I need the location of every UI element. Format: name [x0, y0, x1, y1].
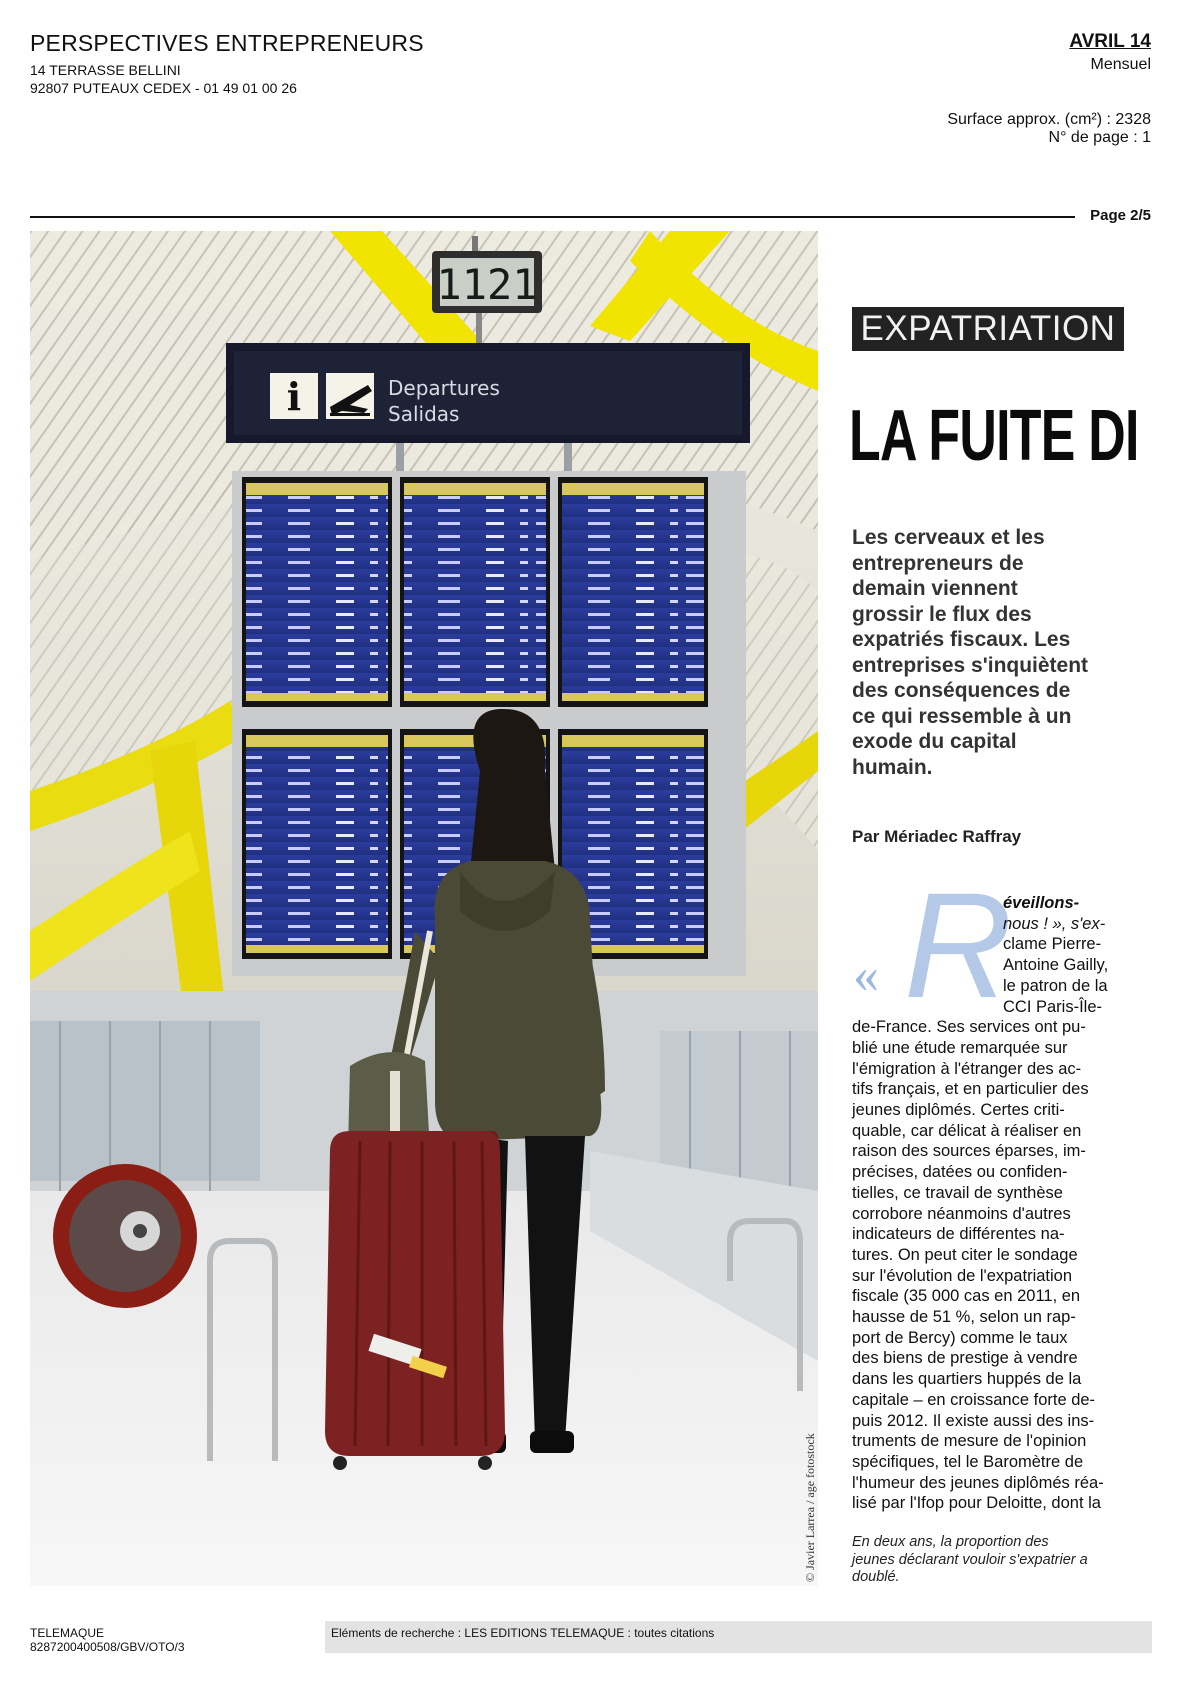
body-line: Antoine Gailly, [1003, 956, 1109, 975]
byline: Par Mériadec Raffray [852, 827, 1022, 846]
footer-agency: TELEMAQUE [30, 1626, 105, 1640]
body-line: le patron de la [1003, 976, 1108, 995]
body-line: précises, datées ou confiden- [852, 1163, 1068, 1182]
body-line: jeunes diplômés. Certes criti- [852, 1101, 1065, 1119]
opening-quote-mark: « [853, 947, 879, 1004]
body-line: de-France. Ses services ont pu- [852, 1018, 1086, 1037]
body-line: quable, car délicat à réaliser en [852, 1121, 1082, 1140]
frequency: Mensuel [1090, 56, 1151, 73]
body-line: puis 2012. Il existe aussi des ins- [852, 1411, 1095, 1430]
body-line: l'humeur des jeunes diplômés réa- [852, 1473, 1104, 1492]
body-line: éveillons- [1003, 894, 1080, 912]
section-label: EXPATRIATION [852, 307, 1124, 351]
sign-departures: Departures [388, 376, 500, 400]
publication-name: PERSPECTIVES ENTREPRENEURS [30, 30, 424, 56]
body-line: blié une étude remarquée sur [852, 1038, 1068, 1057]
headline-container [849, 388, 1149, 484]
svg-text:i: i [286, 374, 302, 419]
lede: Les cerveaux et les entrepreneurs de demain viennent grossir le flux des expatriés fiscaux. Les entreprises s'inquiètent des conséquences de ce qui ressemble à un exode du capital humain. [852, 526, 1089, 779]
airport-photo [30, 231, 818, 1586]
body-line: port de Bercy) comme le taux [852, 1328, 1068, 1347]
body-line: l'émigration à l'étranger des ac- [852, 1059, 1082, 1078]
body-line: spécifiques, tel le Baromètre de [852, 1452, 1084, 1471]
body-line: dans les quartiers huppés de la [852, 1370, 1082, 1389]
body-line: lisé par l'Ifop pour Deloitte, dont la [852, 1494, 1101, 1513]
sign-salidas: Salidas [388, 402, 460, 426]
body-line: corrobore néanmoins d'autres [852, 1204, 1071, 1223]
body-line: tifs français, et en particulier des [852, 1080, 1089, 1099]
body-line: truments de mesure de l'opinion [852, 1432, 1087, 1451]
footer-search-terms [325, 1621, 1152, 1653]
body-line: nous ! », s'ex- [1003, 914, 1106, 933]
body-line: tielles, ce travail de synthèse [852, 1183, 1063, 1202]
drop-cap: R [904, 861, 1013, 1029]
clock-display: 1121 [436, 260, 538, 309]
address-line-2: 92807 PUTEAUX CEDEX - 01 49 01 00 26 [30, 80, 297, 96]
headline: LA FUITE DI [849, 396, 1139, 476]
surface-area: Surface approx. (cm²) : 2328 [947, 111, 1151, 128]
footer-reference: 8287200400508/GBV/OTO/3 [30, 1640, 185, 1654]
footer-search-text: Eléments de recherche : LES EDITIONS TELEMAQUE : toutes citations [331, 1626, 715, 1640]
page-number: N° de page : 1 [1048, 129, 1151, 146]
body-line: raison des sources éparses, im- [852, 1142, 1086, 1161]
photo-caption: En deux ans, la proportion des jeunes déclarant vouloir s'expatrier a doublé. [852, 1534, 1088, 1585]
body-line: indicateurs de différentes na- [852, 1225, 1065, 1244]
body-line: CCI Paris-Île- [1003, 997, 1103, 1016]
header-rule [30, 216, 1075, 218]
body-line: clame Pierre- [1003, 935, 1102, 954]
body-line: fiscale (35 000 cas en 2011, en [852, 1287, 1081, 1306]
body-line: tures. On peut citer le sondage [852, 1245, 1078, 1264]
photo-credit: © Javier Larrea / age fotostock [803, 1433, 817, 1582]
body-line: sur l'évolution de l'expatriation [852, 1266, 1073, 1285]
address-line-1: 14 TERRASSE BELLINI [30, 62, 181, 78]
body-line: des biens de prestige à vendre [852, 1349, 1078, 1368]
body-line: hausse de 51 %, selon un rap- [852, 1308, 1076, 1326]
issue-date: AVRIL 14 [1069, 31, 1151, 52]
page-of-indicator: Page 2/5 [1084, 207, 1151, 224]
body-line: capitale – en croissance forte de- [852, 1390, 1096, 1409]
